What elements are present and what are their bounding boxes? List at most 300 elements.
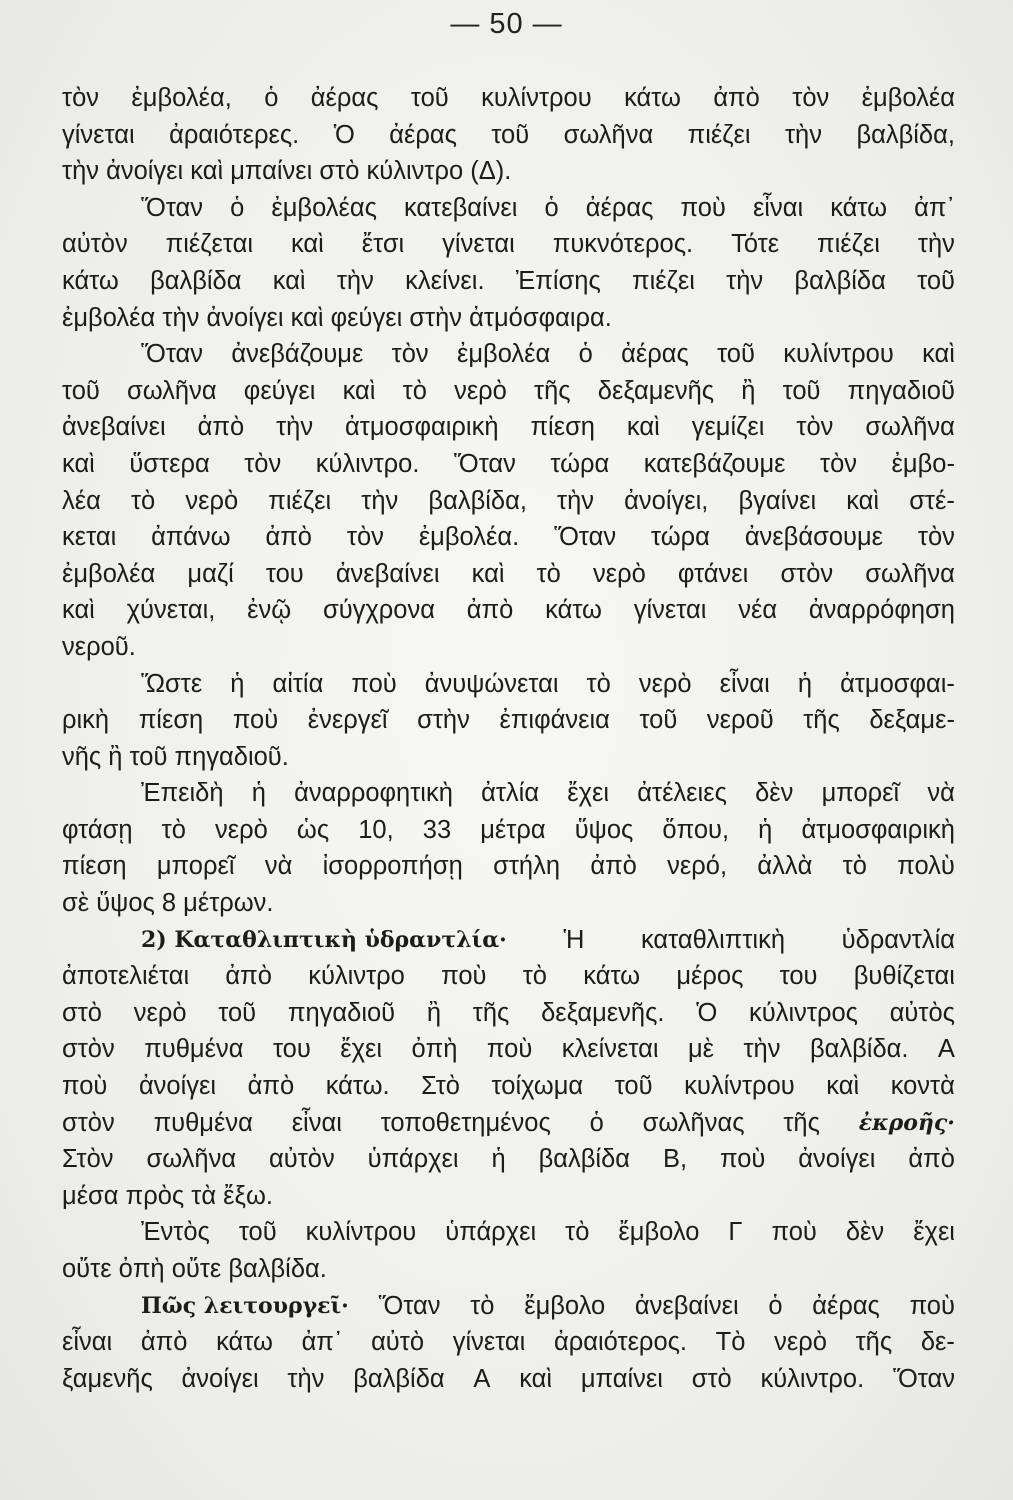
word: ὁ bbox=[230, 193, 245, 222]
word: τοῦ bbox=[218, 998, 257, 1027]
word: δὲν bbox=[755, 779, 794, 808]
word: στὴν bbox=[417, 706, 470, 735]
word: ἀπὸ bbox=[908, 1145, 955, 1174]
word: δεξαμενῆς bbox=[597, 376, 715, 405]
word: ἀέρας bbox=[389, 120, 457, 149]
word: ὡς bbox=[296, 815, 330, 844]
word: μπορεῖ bbox=[821, 779, 900, 808]
word: τοῦ bbox=[782, 376, 821, 405]
word: ἀνοίγει bbox=[138, 1072, 217, 1101]
word: ἀνοίγει bbox=[181, 1364, 259, 1393]
word: Ἡ bbox=[563, 925, 585, 954]
word: νερὸ bbox=[185, 486, 239, 515]
word: Α bbox=[473, 1364, 491, 1393]
word: πιέζει bbox=[687, 120, 751, 149]
word: τὴν bbox=[743, 1035, 781, 1064]
word: ἀπὸ bbox=[265, 523, 312, 552]
word: ὁ bbox=[589, 1108, 604, 1137]
text-line bbox=[62, 666, 955, 703]
word: ὑπάρχει bbox=[445, 1218, 537, 1247]
word: τὴν bbox=[361, 486, 399, 515]
word: Ἐπειδὴ bbox=[141, 779, 224, 808]
word: τώρα bbox=[651, 523, 710, 552]
word: καὶ bbox=[471, 559, 505, 588]
word: ἰσορροπήσῃ bbox=[322, 852, 463, 881]
word: του bbox=[265, 559, 304, 588]
word: τὸ bbox=[470, 1291, 495, 1320]
word: μπορεῖ bbox=[156, 852, 235, 881]
word: ἔχει bbox=[340, 1035, 383, 1064]
text-line bbox=[62, 409, 955, 446]
word: δεξαμενῆς. bbox=[541, 998, 665, 1027]
word: ἀνοίγει, bbox=[624, 486, 709, 515]
word: βγαίνει bbox=[738, 486, 817, 515]
word: ἀπὸ bbox=[247, 1072, 295, 1101]
word: τὴν bbox=[784, 120, 822, 149]
word: Τότε bbox=[731, 230, 780, 259]
word: μαζί bbox=[187, 559, 234, 588]
word: κλείνει. bbox=[405, 266, 485, 295]
text-line bbox=[62, 995, 955, 1032]
word: Α bbox=[937, 1035, 955, 1064]
word: κάτω. bbox=[325, 1072, 390, 1101]
word: του bbox=[272, 1035, 311, 1064]
word: στὸν bbox=[780, 559, 834, 588]
word: εἶναι bbox=[752, 193, 804, 222]
word: ἡ bbox=[758, 815, 773, 844]
word: τοῦ bbox=[62, 376, 100, 405]
word: νερὸ bbox=[454, 376, 507, 405]
word: Ἐπίσης bbox=[515, 266, 601, 295]
word: σωλῆνα bbox=[865, 559, 955, 588]
word: ἐμβολέας bbox=[271, 193, 377, 222]
text-line bbox=[62, 922, 955, 959]
line-text: σὲ ὕψος 8 μέτρων. bbox=[62, 889, 274, 918]
text-line bbox=[62, 1141, 955, 1178]
word: τοῦ bbox=[717, 340, 755, 369]
word: Τὸ bbox=[715, 1328, 746, 1357]
word: τῆς bbox=[855, 1328, 893, 1357]
word: ἀτμοσφαιρικὴ bbox=[801, 815, 955, 844]
word: σωλῆνα bbox=[563, 120, 654, 149]
word: νέα bbox=[738, 596, 778, 625]
word: σωλῆνα bbox=[146, 1145, 237, 1174]
word: ἔμβολο bbox=[524, 1291, 606, 1320]
word: ἀτέλειες bbox=[637, 779, 727, 808]
word: γίνεται bbox=[62, 120, 135, 149]
word: εἶναι bbox=[719, 669, 770, 698]
word: αὐτὸ bbox=[371, 1328, 425, 1357]
word: καὶ bbox=[62, 449, 95, 478]
word: τοῦ bbox=[639, 706, 678, 735]
word: ἢ bbox=[741, 376, 756, 405]
word: τοποθετημένος bbox=[380, 1108, 551, 1137]
word: ἀνεβάζουμε bbox=[231, 340, 364, 369]
word: Στὸν bbox=[62, 1145, 114, 1174]
word: ἀτμοσφαι- bbox=[840, 669, 955, 698]
word: πιέζει bbox=[632, 266, 695, 295]
word: στὸ bbox=[691, 1364, 732, 1393]
page-number: — 50 — bbox=[450, 8, 563, 40]
word: καὶ bbox=[342, 376, 376, 405]
word: ἔχει bbox=[913, 1218, 955, 1247]
word: πυθμένα bbox=[153, 1108, 253, 1137]
word: βαλβίδα bbox=[538, 1145, 631, 1174]
word: ποὺ bbox=[62, 1072, 108, 1101]
word: κάτω bbox=[624, 84, 681, 112]
word: πιέζει bbox=[268, 486, 332, 515]
word: κύλιντρο. bbox=[315, 449, 420, 478]
word: ἀνεβαίνει bbox=[335, 559, 440, 588]
word: ἀέρας bbox=[585, 193, 654, 222]
word: καὶ bbox=[519, 1364, 553, 1393]
word: ὑδραντλία bbox=[841, 925, 955, 954]
word: ἀπὸ bbox=[140, 1328, 188, 1357]
word: ποὺ bbox=[719, 1145, 766, 1174]
word: καὶ bbox=[626, 413, 660, 442]
text-line bbox=[62, 336, 955, 373]
word: 33 bbox=[422, 815, 452, 844]
word: εἶναι bbox=[291, 1108, 342, 1137]
word: ἀέρας bbox=[812, 1291, 880, 1320]
word: Στὸ bbox=[421, 1072, 460, 1101]
word: σωλῆνα bbox=[127, 376, 217, 405]
text-line bbox=[62, 1068, 955, 1105]
word: Ὁ bbox=[696, 998, 718, 1027]
word: κυλίντρου bbox=[783, 340, 894, 369]
word: τὴν bbox=[336, 266, 374, 295]
word: Ὅταν bbox=[453, 449, 516, 478]
word: σύγχρονα bbox=[322, 596, 435, 625]
word: νὰ bbox=[927, 779, 955, 808]
word: εἶναι bbox=[62, 1328, 113, 1357]
text-line bbox=[62, 1361, 955, 1398]
word: Γ bbox=[728, 1218, 743, 1247]
word: τοῦ bbox=[917, 266, 955, 295]
word: βαλβίδα bbox=[353, 1364, 445, 1393]
text-line bbox=[62, 446, 955, 483]
word: τῆς bbox=[534, 376, 571, 405]
word: τὴν bbox=[287, 1364, 325, 1393]
word: καὶ bbox=[922, 340, 955, 369]
word: ἢ bbox=[426, 998, 442, 1027]
word: νερὸ bbox=[774, 1328, 827, 1357]
word: ὑπάρχει bbox=[367, 1145, 459, 1174]
word: ἀνεβαίνει bbox=[634, 1291, 739, 1320]
word: Β, bbox=[662, 1145, 688, 1174]
word: γίνεται bbox=[633, 596, 707, 625]
word: τὸ bbox=[130, 486, 156, 515]
word: τοῦ bbox=[614, 1072, 653, 1101]
word: γεμίζει bbox=[691, 413, 765, 442]
word: αὐτὸς bbox=[889, 998, 955, 1027]
word: τὴν bbox=[726, 266, 764, 295]
word: ἀτμοσφαιρικὴ bbox=[345, 413, 499, 442]
word: καὶ bbox=[62, 596, 95, 625]
word: πιέζεται bbox=[165, 230, 253, 259]
word: μέτρα bbox=[480, 815, 546, 844]
word: νερό, bbox=[667, 852, 728, 881]
word: τῆς bbox=[803, 706, 840, 735]
word: γίνεται bbox=[442, 230, 515, 259]
text-line bbox=[62, 592, 955, 629]
word: ἐνῷ bbox=[247, 596, 292, 625]
word: πυθμένα bbox=[144, 1035, 244, 1064]
line-text: μέσα πρὸς τὰ ἔξω. bbox=[62, 1181, 273, 1210]
word: τὴν bbox=[276, 413, 314, 442]
word: καὶ bbox=[290, 230, 324, 259]
word: ὁ bbox=[578, 340, 593, 369]
text-line bbox=[62, 1178, 955, 1215]
word: δὲν bbox=[845, 1218, 885, 1247]
word: αὐτὸν bbox=[269, 1145, 335, 1174]
text-line bbox=[62, 958, 955, 995]
word: ἀπὸ bbox=[197, 413, 245, 442]
word: σωλῆνα bbox=[865, 413, 955, 442]
word: κυλίντρου bbox=[305, 1218, 417, 1247]
text-line bbox=[62, 1288, 955, 1325]
word: Ἐντὸς bbox=[141, 1218, 210, 1247]
word: ἀνεβάσουμε bbox=[744, 523, 884, 552]
word: ποὺ bbox=[232, 706, 279, 735]
word: κάτω bbox=[583, 962, 641, 991]
body-text bbox=[62, 80, 955, 1397]
word: ποὺ bbox=[441, 962, 487, 991]
text-line bbox=[62, 373, 955, 410]
word: τὸν bbox=[796, 413, 834, 442]
word: ὕψος bbox=[574, 815, 634, 844]
text-line bbox=[62, 1214, 955, 1251]
word: βαλβίδα bbox=[150, 266, 242, 295]
word: βυθίζεται bbox=[853, 962, 955, 991]
text-line bbox=[62, 629, 955, 666]
word: βαλβίδα. bbox=[809, 1035, 909, 1064]
word: στὸ bbox=[62, 998, 102, 1027]
word: καὶ bbox=[846, 486, 880, 515]
word: κυλίντρου bbox=[481, 84, 592, 112]
word: καταθλιπτικὴ bbox=[640, 925, 785, 954]
word: ποὺ bbox=[909, 1291, 955, 1320]
word: μέρος bbox=[676, 962, 744, 991]
word: τὸ bbox=[842, 852, 867, 881]
word: ὕστερα bbox=[129, 449, 210, 478]
text-line bbox=[62, 812, 955, 849]
word: πυκνότερος. bbox=[552, 230, 694, 259]
word: κοντὰ bbox=[890, 1072, 955, 1101]
word: κάτω bbox=[216, 1328, 273, 1357]
word: νερὸ bbox=[133, 998, 187, 1027]
text-line bbox=[62, 153, 955, 190]
text-line bbox=[62, 80, 955, 117]
word: ἐμβολέα, bbox=[131, 84, 232, 112]
word: τοίχωμα bbox=[491, 1072, 584, 1101]
section-heading: Πῶς λειτουργεῖ· bbox=[141, 1292, 349, 1319]
line-text: νῆς ἢ τοῦ πηγαδιοῦ. bbox=[62, 742, 289, 771]
word: νεροῦ bbox=[706, 706, 774, 735]
text-line bbox=[62, 885, 955, 922]
text-line bbox=[62, 848, 955, 885]
word: κάτω bbox=[545, 596, 602, 625]
word: στέ- bbox=[909, 486, 955, 515]
line-text: τὴν ἀνοίγει καὶ μπαίνει στὸ κύλιντρο (Δ). bbox=[62, 157, 512, 186]
word: πίεση bbox=[62, 852, 127, 881]
word: ὁ bbox=[544, 193, 559, 222]
word: βαλβίδα, bbox=[428, 486, 527, 515]
text-line bbox=[62, 556, 955, 593]
section-heading: 2) Καταθλιπτικὴ ὑδραντλία· bbox=[141, 926, 507, 953]
word: κάτω bbox=[830, 193, 888, 222]
word: ἐμβολέα. bbox=[418, 523, 520, 552]
word: τὸ bbox=[402, 376, 427, 405]
word: πολὺ bbox=[897, 852, 955, 881]
word: τὸ bbox=[161, 815, 186, 844]
word: ποὺ bbox=[486, 1035, 533, 1064]
word: ἐνεργεῖ bbox=[307, 706, 388, 735]
text-line bbox=[62, 702, 955, 739]
word: κύλιντρος bbox=[749, 998, 858, 1027]
word: τοῦ bbox=[491, 120, 530, 149]
word: ἐμβο- bbox=[891, 449, 955, 478]
word: του bbox=[779, 962, 818, 991]
word: Ὅταν bbox=[141, 340, 204, 369]
word: καὶ bbox=[826, 1072, 860, 1101]
word: κύλιντρο. bbox=[760, 1364, 865, 1393]
word: βαλβίδα, bbox=[856, 120, 955, 149]
word: Ὅταν bbox=[554, 523, 617, 552]
word: ἡ bbox=[491, 1145, 506, 1174]
emphasized-term: ἐκροῆς· bbox=[858, 1109, 955, 1136]
word: ἀέρας bbox=[310, 84, 379, 112]
word: μπαίνει bbox=[580, 1364, 663, 1393]
word: κεται bbox=[62, 523, 117, 552]
word: ὁ bbox=[768, 1291, 783, 1320]
word: νερὸ bbox=[592, 559, 646, 588]
word: τὸ bbox=[565, 1218, 590, 1247]
text-line bbox=[62, 483, 955, 520]
word: ἀέρας bbox=[621, 340, 689, 369]
word: πηγαδιοῦ bbox=[847, 376, 955, 405]
word: καὶ bbox=[272, 266, 306, 295]
word: μὲ bbox=[687, 1035, 715, 1064]
word: πιέζει bbox=[817, 230, 880, 259]
word: φτάσῃ bbox=[62, 815, 133, 844]
text-line bbox=[62, 226, 955, 263]
word: φεύγει bbox=[243, 376, 316, 405]
word: κύλιντρο bbox=[308, 962, 405, 991]
word: πίεση bbox=[530, 413, 595, 442]
word: τοῦ bbox=[410, 84, 449, 112]
word: ἀνυψώνεται bbox=[424, 669, 559, 698]
word: ἔτσι bbox=[361, 230, 405, 259]
word: Ὁ bbox=[333, 120, 355, 149]
word: Ὥστε bbox=[141, 669, 203, 698]
word: ἀνεβαίνει bbox=[62, 413, 166, 442]
word: ἀπὸ bbox=[225, 962, 272, 991]
word: ποὺ bbox=[771, 1218, 817, 1247]
word: τὴν bbox=[917, 230, 955, 259]
word: ἀπὸ bbox=[713, 84, 760, 112]
line-text: ἐμβολέα τὴν ἀνοίγει καὶ φεύγει στὴν ἀτμόσφαιρα. bbox=[62, 303, 612, 332]
text-line bbox=[62, 190, 955, 227]
word: κατεβαίνει bbox=[403, 193, 518, 222]
word: τὸν bbox=[346, 523, 384, 552]
word: ἀλλὰ bbox=[757, 852, 813, 881]
line-text: νεροῦ. bbox=[62, 632, 136, 661]
word: χύνεται, bbox=[126, 596, 216, 625]
text-line bbox=[62, 739, 955, 776]
word: ἀπὸ bbox=[466, 596, 514, 625]
word: ἀραιότερος. bbox=[554, 1328, 687, 1357]
text-line bbox=[62, 263, 955, 300]
word: τὸ bbox=[522, 962, 547, 991]
word: ποὺ bbox=[680, 193, 726, 222]
word: κυλίντρου bbox=[684, 1072, 795, 1101]
word: κάτω bbox=[62, 266, 119, 295]
word: τὸν bbox=[917, 523, 955, 552]
word: ἀραιότερες. bbox=[169, 120, 300, 149]
word: δε- bbox=[920, 1328, 955, 1357]
word: ἡ bbox=[230, 669, 245, 698]
word: Ὅταν bbox=[892, 1364, 955, 1393]
word: βαλβίδα bbox=[794, 266, 886, 295]
word: ἔμβολο bbox=[618, 1218, 700, 1247]
word: κατεβάζουμε bbox=[643, 449, 786, 478]
word: ἀπὸ bbox=[590, 852, 637, 881]
text-line bbox=[62, 1105, 955, 1142]
word: ὁ bbox=[264, 84, 279, 112]
word: ἀναρρόφηση bbox=[808, 596, 955, 625]
word: ἡ bbox=[797, 669, 813, 698]
word: στὸν bbox=[62, 1035, 115, 1064]
word: στήλη bbox=[493, 852, 561, 881]
word: τὸν bbox=[62, 84, 100, 112]
word: νὰ bbox=[264, 852, 293, 881]
word: 10, bbox=[358, 815, 394, 844]
word: τὸν bbox=[820, 449, 858, 478]
word: τῆς bbox=[783, 1108, 820, 1137]
word: τὸν bbox=[391, 340, 429, 369]
text-line bbox=[62, 1324, 955, 1361]
word: ἐμβολέα bbox=[456, 340, 551, 369]
word: τὸ bbox=[586, 669, 611, 698]
word: ἐπιφάνεια bbox=[499, 706, 610, 735]
word: ἀπάνω bbox=[151, 523, 231, 552]
word: ἀποτελιέται bbox=[62, 962, 190, 991]
word: τὸ bbox=[536, 559, 561, 588]
word: ἡ bbox=[251, 779, 266, 808]
word: ποὺ bbox=[351, 669, 397, 698]
line-text: οὔτε ὀπὴ οὔτε βαλβίδα. bbox=[62, 1255, 327, 1283]
word: ἀπ᾿ bbox=[914, 193, 955, 222]
word: κλείνεται bbox=[561, 1035, 659, 1064]
word: ρικὴ bbox=[62, 706, 110, 735]
word: νερὸ bbox=[638, 669, 692, 698]
word: αὐτὸν bbox=[62, 230, 128, 259]
word: τῆς bbox=[472, 998, 510, 1027]
word: αἰτία bbox=[272, 669, 324, 698]
word: ὅπου, bbox=[662, 815, 730, 844]
word: ἀνοίγει bbox=[798, 1145, 876, 1174]
word: νερὸ bbox=[215, 815, 268, 844]
word: ἔχει bbox=[567, 779, 610, 808]
word: τὴν bbox=[557, 486, 595, 515]
text-line bbox=[62, 775, 955, 812]
word: πίεση bbox=[138, 706, 204, 735]
word: ἀτλία bbox=[481, 779, 540, 808]
word: γίνεται bbox=[452, 1328, 526, 1357]
word: τὸν bbox=[792, 84, 830, 112]
text-line bbox=[62, 1251, 955, 1288]
